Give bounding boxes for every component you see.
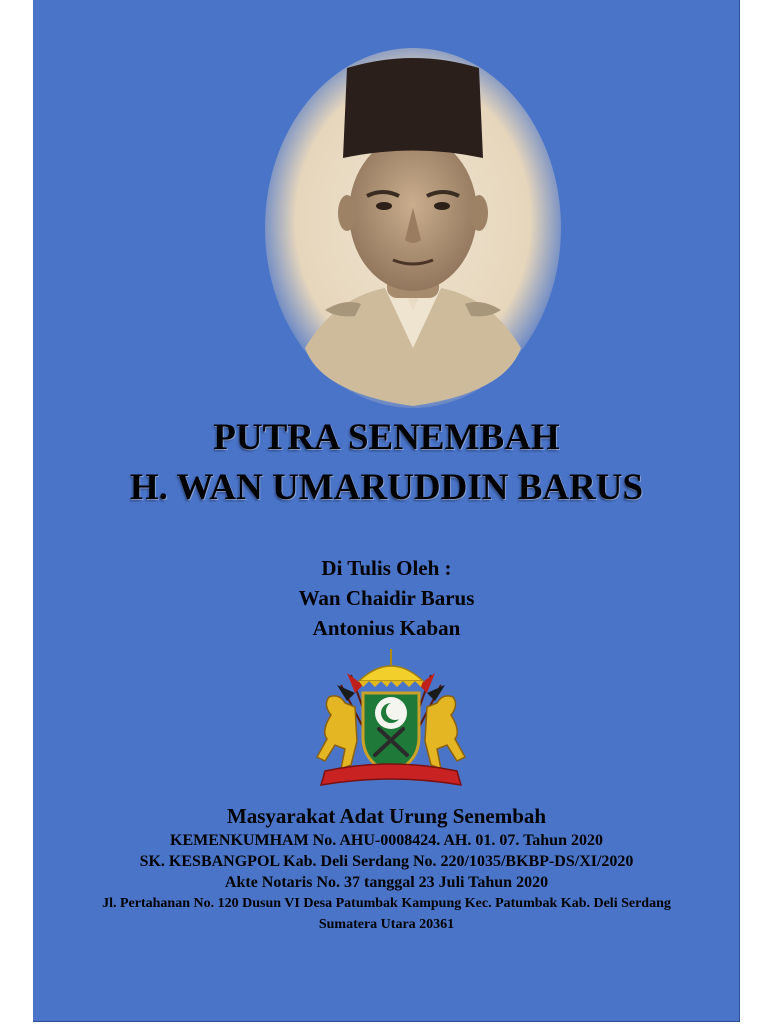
title-line-1: PUTRA SENEMBAH	[213, 417, 560, 458]
title-line-2: H. WAN UMARUDDIN BARUS	[129, 467, 644, 508]
registration-line: SK. KESBANGPOL Kab. Deli Serdang No. 220/1035/BKBP-DS/XI/2020	[139, 853, 634, 870]
book-title	[33, 413, 740, 513]
author-block	[33, 553, 740, 643]
portrait-photo	[265, 48, 561, 408]
registration-line: KEMENKUMHAM No. AHU-0008424. AH. 01. 07. Tahun 2020	[170, 832, 603, 849]
organization-block	[33, 802, 740, 935]
organization-name: Masyarakat Adat Urung Senembah	[226, 804, 547, 828]
registration-line: Akte Notaris No. 37 tanggal 23 Juli Tahun 2020	[224, 874, 549, 891]
author-name: Wan Chaidir Barus	[298, 586, 475, 610]
address-line: Sumatera Utara 20361	[318, 917, 455, 932]
address-line: Jl. Pertahanan No. 120 Dusun VI Desa Patumbak Kampung Kec. Patumbak Kab. Deli Serdang	[102, 896, 671, 911]
author-label: Di Tulis Oleh :	[321, 556, 452, 580]
book-cover	[33, 0, 740, 1022]
coat-of-arms-emblem	[311, 645, 471, 795]
author-name: Antonius Kaban	[312, 616, 461, 640]
